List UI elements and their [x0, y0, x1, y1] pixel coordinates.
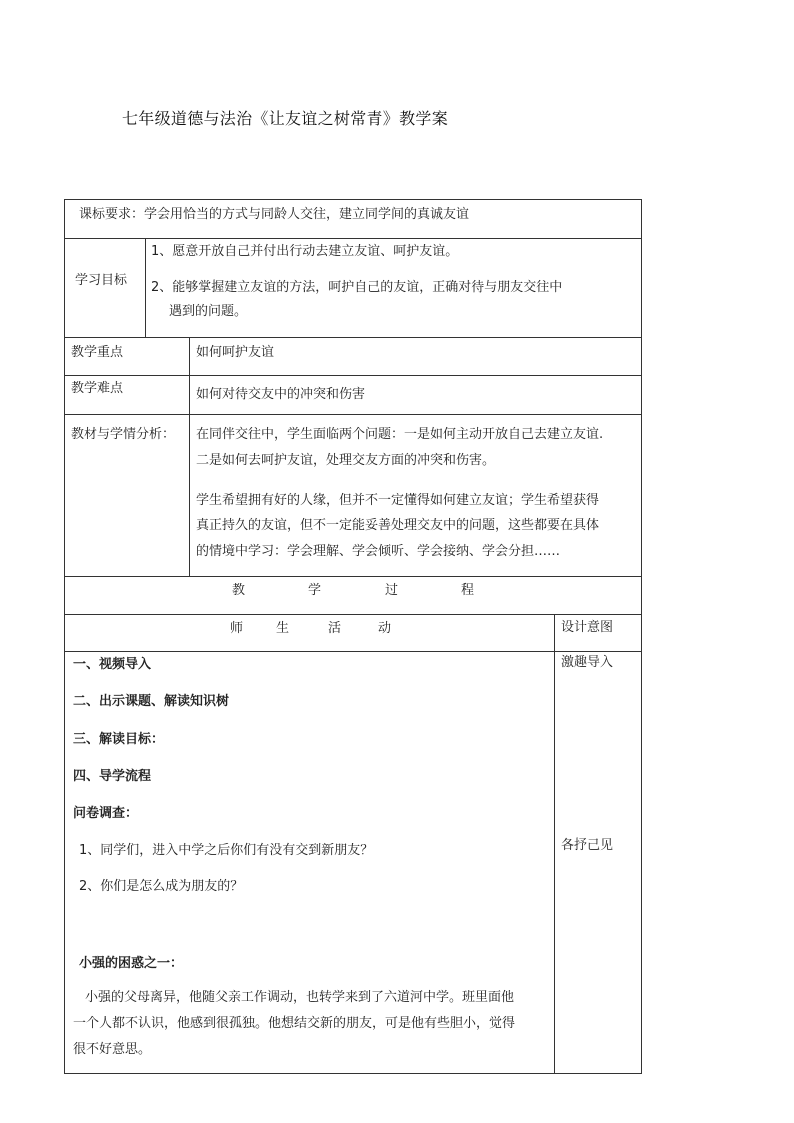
- objective-item: 2、能够掌握建立友谊的方法，呵护自己的友谊，正确对待与朋友交往中: [151, 280, 563, 295]
- column-divider: [145, 238, 146, 337]
- activity-header-char: 生: [276, 621, 290, 636]
- design-intent-header: 设计意图: [561, 620, 614, 635]
- lesson-plan-table: [64, 199, 642, 1074]
- objective-item: 1、愿意开放自己并付出行动去建立友谊、呵护友谊。: [151, 244, 459, 259]
- analysis-line: 真正持久的友谊，但不一定能妥善处理交友中的问题，这些都要在具体: [196, 518, 600, 533]
- analysis-label: 教材与学情分析：: [71, 427, 176, 442]
- analysis-line: 的情境中学习：学会理解、学会倾听、学会接纳、学会分担……: [196, 544, 561, 559]
- objectives-label: 学习目标: [75, 273, 128, 288]
- row-divider: [65, 576, 641, 577]
- analysis-line: 学生希望拥有好的人缘，但并不一定懂得如何建立友谊；学生希望获得: [196, 493, 600, 508]
- row-divider: [65, 337, 641, 338]
- difficulty-label: 教学难点: [71, 381, 124, 396]
- document-title: 七年级道德与法治《让友谊之树常青》教学案: [122, 109, 449, 128]
- analysis-line: 二是如何去呵护友谊，处理交友方面的冲突和伤害。: [196, 453, 496, 468]
- process-header-char: 过: [385, 583, 399, 598]
- story-line: 一个人都不认识，他感到很孤独。他想结交新的朋友，可是他有些胆小，觉得: [73, 1016, 516, 1031]
- activity-header-char: 动: [378, 621, 392, 636]
- story-title: 小强的困惑之一：: [79, 956, 184, 971]
- design-note: 激趣导入: [561, 655, 614, 670]
- analysis-line: 在同伴交往中，学生面临两个问题：一是如何主动开放自己去建立友谊.: [196, 427, 604, 442]
- key-point-value: 如何呵护友谊: [196, 345, 275, 360]
- difficulty-value: 如何对待交友中的冲突和伤害: [196, 387, 366, 402]
- survey-question: 1、同学们，进入中学之后你们有没有交到新朋友？: [79, 843, 374, 858]
- row-divider: [65, 414, 641, 415]
- story-line: 很不好意思。: [73, 1042, 152, 1057]
- curriculum-standard: 课标要求：学会用恰当的方式与同龄人交往，建立同学间的真诚友谊: [79, 207, 470, 222]
- process-header-char: 程: [461, 583, 475, 598]
- key-point-label: 教学重点: [71, 345, 124, 360]
- activity-step: 三、解读目标：: [73, 732, 165, 747]
- design-note: 各抒己见: [561, 838, 614, 853]
- row-divider: [65, 238, 641, 239]
- activity-header-char: 师: [230, 621, 244, 636]
- process-header-char: 教: [232, 583, 246, 598]
- activity-step: 四、导学流程: [73, 769, 152, 784]
- objective-item-continued: 遇到的问题。: [169, 304, 248, 319]
- activity-step: 问卷调查：: [73, 806, 139, 821]
- story-line: 小强的父母离异，他随父亲工作调动，也转学来到了六道河中学。班里面他: [85, 990, 515, 1005]
- activity-header-char: 活: [328, 621, 342, 636]
- column-divider: [189, 337, 190, 576]
- column-divider: [554, 614, 555, 1074]
- process-header-char: 学: [308, 583, 322, 598]
- activity-step: 一、视频导入: [73, 657, 152, 672]
- activity-step: 二、出示课题、解读知识树: [73, 694, 230, 709]
- survey-question: 2、你们是怎么成为朋友的？: [79, 879, 244, 894]
- row-divider: [65, 375, 641, 376]
